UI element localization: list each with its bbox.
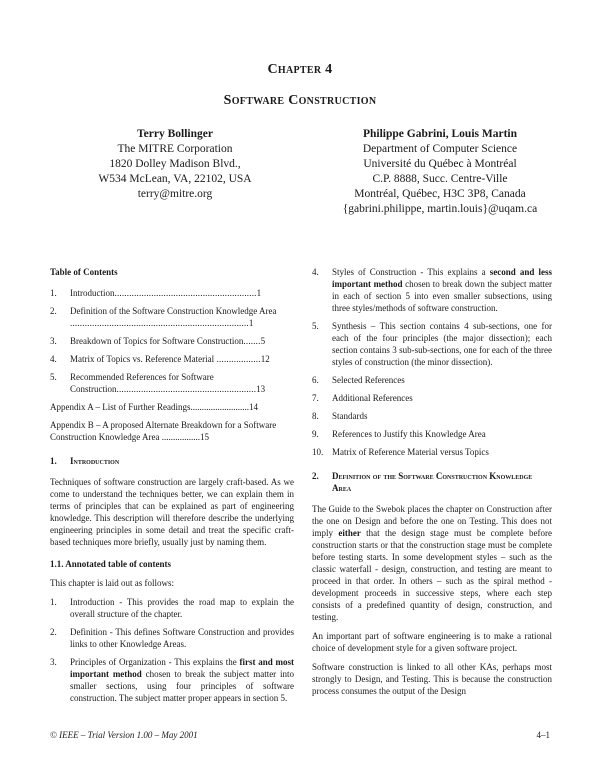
- list-item-number: 8.: [312, 411, 319, 421]
- introduction-paragraph: Techniques of software construction are largely craft-based. As we come to understand the techniques better, we can explain them in terms of principles that can be explained as part of engineering knowledge. This description will therefore describe the underlying engineering principles in some detail and treat the specific craft-based techniques more briefly, usually just by naming them.: [50, 477, 294, 547]
- list-item-text: Matrix of Reference Material versus Topics: [332, 447, 489, 457]
- right-column: [312, 266, 552, 704]
- section-number: 1.: [50, 456, 57, 466]
- toc-entry-text: Appendix B – A proposed Alternate Breakdown for a Software Construction Knowledge Area: [50, 420, 277, 442]
- list-item-number: 5.: [312, 321, 319, 331]
- author-address: W534 McLean, VA, 22102, USA: [98, 173, 252, 185]
- toc-title: Table of Contents: [50, 267, 118, 277]
- author-block-left: [60, 127, 290, 202]
- toc-leader-dots: ..........................: [190, 402, 249, 412]
- list-item-text: References to Justify this Knowledge Area: [332, 429, 486, 439]
- left-column: [50, 266, 294, 710]
- chapter-title-text: Software Construction: [223, 93, 377, 108]
- author-affiliation: The MITRE Corporation: [117, 143, 233, 155]
- list-item-text: Synthesis – This section contains 4 sub-sections, one for each of the four principles (the major dissection); each section contains 3 sub-sub-sections, one for each of the three styles of construction (the minor dissection).: [332, 321, 552, 367]
- toc-entry-page: 1: [248, 318, 254, 328]
- toc-entry-number: 3.: [50, 336, 57, 346]
- list-item: [50, 656, 294, 704]
- author-name: Terry Bollinger: [137, 128, 213, 140]
- author-affiliation: Department of Computer Science: [362, 143, 518, 155]
- toc-entry-page: 13: [256, 384, 266, 394]
- toc-appendix-entry[interactable]: [50, 401, 294, 413]
- author-email: {gabrini.philippe, martin.louis}@uqam.ca: [342, 203, 538, 215]
- paragraph-text: that the design stage must be complete before construction starts or that the construction stage must be complete before testing starts. In some development styles – such as the classic waterfall - design, construction, and testing are meant to proceed in that order. In others – such as the spiral method - development proceeds in successive steps, where each step consists of a predefined quantity of design, construction, and testing.: [312, 528, 552, 622]
- chapter-title: [0, 93, 600, 109]
- author-name: Philippe Gabrini, Louis Martin: [363, 128, 517, 140]
- paragraph-text: The Guide to the Swebok places the chapter on Construction after the one on Design and before the one on Testing. This does not imply: [312, 504, 552, 538]
- toc-entry-text: Appendix A – List of Further Readings: [50, 402, 191, 412]
- definition-paragraph: Software construction is linked to all other KAs, perhaps most strongly to Design, and Testing. This is because the construction process consumes the output of the Design: [312, 662, 552, 696]
- toc-leader-dots: .........................................................: [116, 384, 257, 394]
- chapter-label: [0, 62, 600, 78]
- section-title: Introduction: [70, 456, 120, 466]
- section-number: 2.: [312, 471, 319, 481]
- toc-entry-text: Breakdown of Topics for Software Construction: [70, 336, 244, 346]
- toc-leader-dots: ..........................................................: [114, 288, 257, 298]
- footer-copyright: © IEEE – Trial Version 1.00 – May 2001: [50, 730, 198, 740]
- list-item-number: 6.: [312, 375, 319, 385]
- toc-entry-number: 5.: [50, 372, 57, 382]
- author-address: Montréal, Québec, H3C 3P8, Canada: [354, 188, 526, 200]
- toc-entry[interactable]: [50, 335, 294, 347]
- definition-paragraph: [312, 503, 552, 623]
- list-item-text: chosen to break down the subject matter in each of section 5 into even smaller subsections, using three styles/methods of software construction.: [332, 279, 552, 313]
- list-item: [312, 320, 552, 368]
- paragraph-emphasis: either: [338, 528, 361, 538]
- list-item-number: 10.: [312, 447, 324, 457]
- chapter-label-text: Chapter 4: [267, 62, 333, 77]
- annotated-lead-text: This chapter is laid out as follows:: [50, 578, 174, 588]
- list-item-number: 7.: [312, 393, 319, 403]
- author-address: 1820 Dolley Madison Blvd.,: [109, 158, 241, 170]
- toc-entry-page: 5: [260, 336, 266, 346]
- toc-entry-number: 1.: [50, 288, 57, 298]
- list-item-text: Standards: [332, 411, 368, 421]
- toc-entry-text: Matrix of Topics vs. Reference Material: [70, 354, 215, 364]
- footer-page-number: 4–1: [536, 730, 550, 740]
- list-item-text: chosen to break the subject matter into smaller sections, using four principles of software construction. The subject matter proper appears in section 5.: [70, 669, 294, 703]
- toc-entry-text: Recommended References for Software Construction: [70, 372, 214, 394]
- author-affiliation: Université du Québec à Montréal: [363, 158, 517, 170]
- list-item-text: Selected References: [332, 375, 405, 385]
- section-heading-introduction: [50, 455, 294, 467]
- list-item: [312, 410, 552, 422]
- toc-leader-dots: .........................................................................: [70, 318, 249, 328]
- toc-entry[interactable]: [50, 353, 294, 365]
- list-item-number: 4.: [312, 267, 319, 277]
- toc-entry-number: 4.: [50, 354, 57, 364]
- author-block-right: [315, 127, 565, 217]
- toc-entry-text: Introduction: [70, 288, 115, 298]
- list-item: [312, 428, 552, 440]
- section-heading-definition: [312, 470, 552, 494]
- toc-entry-page: 12: [260, 354, 270, 364]
- list-item-emphasis: first and most important method: [70, 657, 295, 679]
- list-item-text: Definition - This defines Software Construction and provides links to other Knowledge Areas.: [70, 627, 294, 649]
- list-item: [312, 266, 552, 314]
- toc-leader-dots: .................: [159, 432, 200, 442]
- toc-entry-page: 15: [199, 432, 209, 442]
- list-item-text: Principles of Organization - This explains the: [70, 657, 240, 667]
- subsection-heading: 1.1. Annotated table of contents: [50, 559, 171, 569]
- toc-leader-dots: ..................: [214, 354, 261, 364]
- list-item-emphasis: second and less important method: [332, 267, 553, 289]
- author-email: terry@mitre.org: [137, 188, 213, 200]
- list-item-number: 9.: [312, 429, 319, 439]
- toc-entry-page: 1: [256, 288, 262, 298]
- definition-paragraph: An important part of software engineering is to make a rational choice of development style for a given software project.: [312, 631, 552, 653]
- list-item-text: Additional References: [332, 393, 413, 403]
- toc-leader-dots: .......: [243, 336, 261, 346]
- toc-entry-text: Definition of the Software Construction Knowledge Area: [70, 306, 277, 316]
- list-item-number: 1.: [50, 597, 57, 607]
- list-item-number: 3.: [50, 657, 57, 667]
- list-item: [312, 446, 552, 458]
- list-item-number: 2.: [50, 627, 57, 637]
- list-item: [312, 374, 552, 386]
- author-address: C.P. 8888, Succ. Centre-Ville: [372, 173, 508, 185]
- toc-appendix-entry[interactable]: [50, 419, 294, 443]
- toc-entry-number: 2.: [50, 306, 57, 316]
- list-item-text: Styles of Construction - This explains a: [332, 267, 490, 277]
- list-item: [50, 596, 294, 620]
- section-title: Definition of the Software Construction Knowledge Area: [332, 471, 533, 493]
- toc-entry-page: 14: [249, 402, 258, 412]
- toc-entry[interactable]: [50, 371, 294, 395]
- list-item-text: Introduction - This provides the road map to explain the overall structure of the chapter.: [70, 597, 294, 619]
- toc-entry[interactable]: [50, 305, 294, 329]
- list-item: [312, 392, 552, 404]
- toc-entry[interactable]: [50, 287, 294, 299]
- list-item: [50, 626, 294, 650]
